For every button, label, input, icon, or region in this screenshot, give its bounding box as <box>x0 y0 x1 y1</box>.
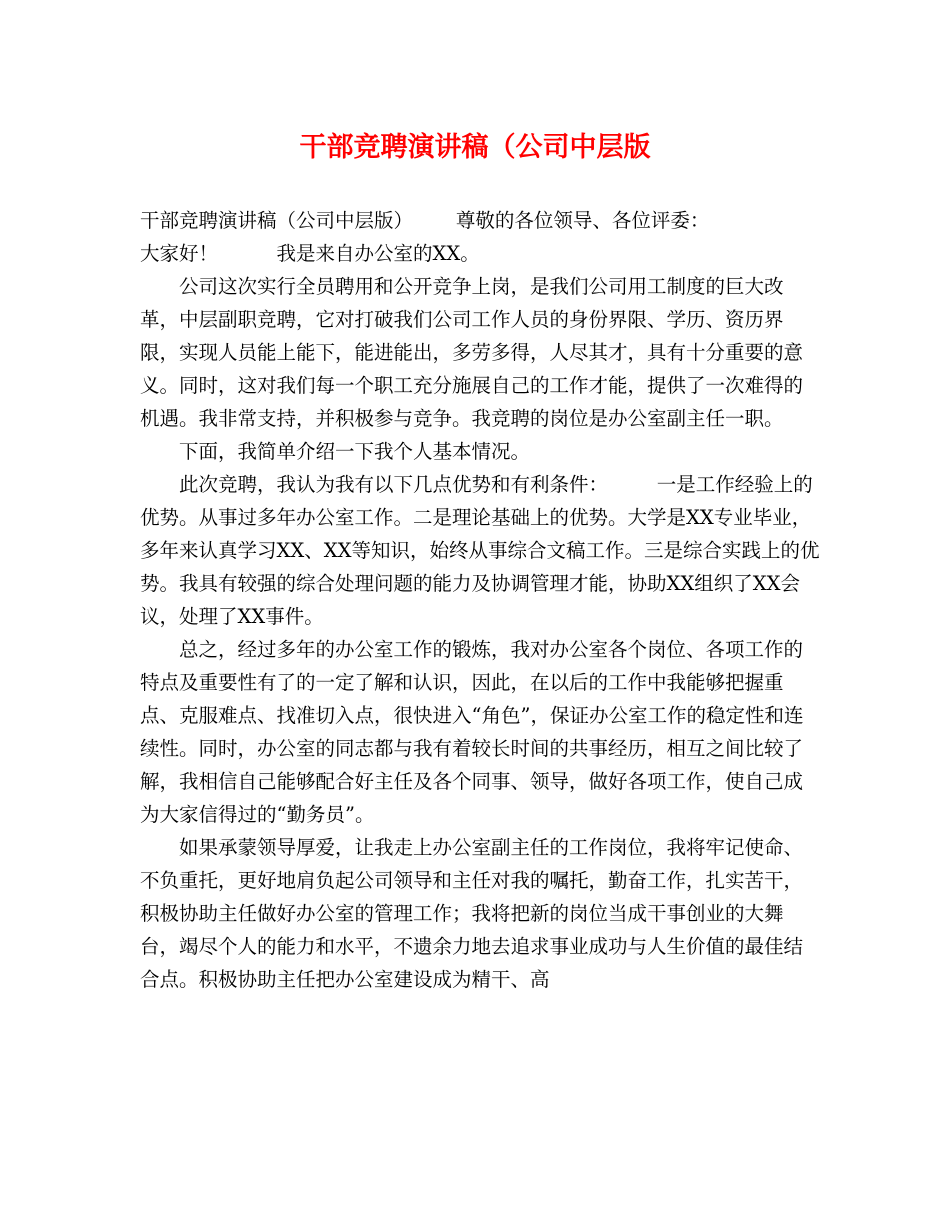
paragraph-reform: 公司这次实行全员聘用和公开竞争上岗，是我们公司用工制度的巨大改革，中层副职竞聘，它对打破我们公司工作人员的身份界限、学历、资历界限，实现人员能上能下，能进能出，多劳多得，人尽其才，具有十分重要的意义。同时，这对我们每一个职工充分施展自己的工作才能，提供了一次难得的机遇。我非常支持，并积极参与竞争。我竞聘的岗位是办公室副主任一职。 <box>140 275 804 430</box>
paragraph-advantages <box>140 468 820 633</box>
opening-line <box>140 204 820 237</box>
greeting-line <box>140 237 820 270</box>
document-body <box>140 204 820 996</box>
paragraph-basic-info: 下面，我简单介绍一下我个人基本情况。 <box>179 440 531 463</box>
greeting: 大家好！ <box>140 242 219 265</box>
paragraph-commitment: 如果承蒙领导厚爱，让我走上办公室副主任的工作岗位，我将牢记使命、不负重托，更好地肩负起公司领导和主任对我的嘱托，勤奋工作，扎实苦干，积极协助主任做好办公室的管理工作；我将把新的岗位当成干事创业的大舞台，竭尽个人的能力和水平，不遗余力地去追求事业成功与人生价值的最佳结合点。积极协助主任把办公室建设成为精干、高 <box>140 836 804 991</box>
document-title: 干部竞聘演讲稿（公司中层版 <box>299 132 651 163</box>
advantages-text: 一是工作经验上的优势。从事过多年办公室工作。二是理论基础上的优势。大学是XX专业毕业，多年来认真学习XX、XX等知识，始终从事综合文稿工作。三是综合实践上的优势。我具有较强的综合处理问题的能力及协调管理才能，协助XX组织了XX会议，处理了XX事件。 <box>140 473 820 628</box>
salutation: 尊敬的各位领导、各位评委： <box>455 209 710 232</box>
self-intro: 我是来自办公室的XX。 <box>276 242 480 265</box>
advantages-lead: 此次竞聘，我认为我有以下几点优势和有利条件： <box>179 473 609 496</box>
opening-heading: 干部竞聘演讲稿（公司中层版） <box>140 209 414 232</box>
paragraph-summary: 总之，经过多年的办公室工作的锻炼，我对办公室各个岗位、各项工作的特点及重要性有了的一定了解和认识，因此，在以后的工作中我能够把握重点、克服难点、找准切入点，很快进入“角色”，保证办公室工作的稳定性和连续性。同时，办公室的同志都与我有着较长时间的共事经历，相互之间比较了解，我相信自己能够配合好主任及各个同事、领导，做好各项工作，使自己成为大家信得过的“勤务员”。 <box>140 638 804 826</box>
